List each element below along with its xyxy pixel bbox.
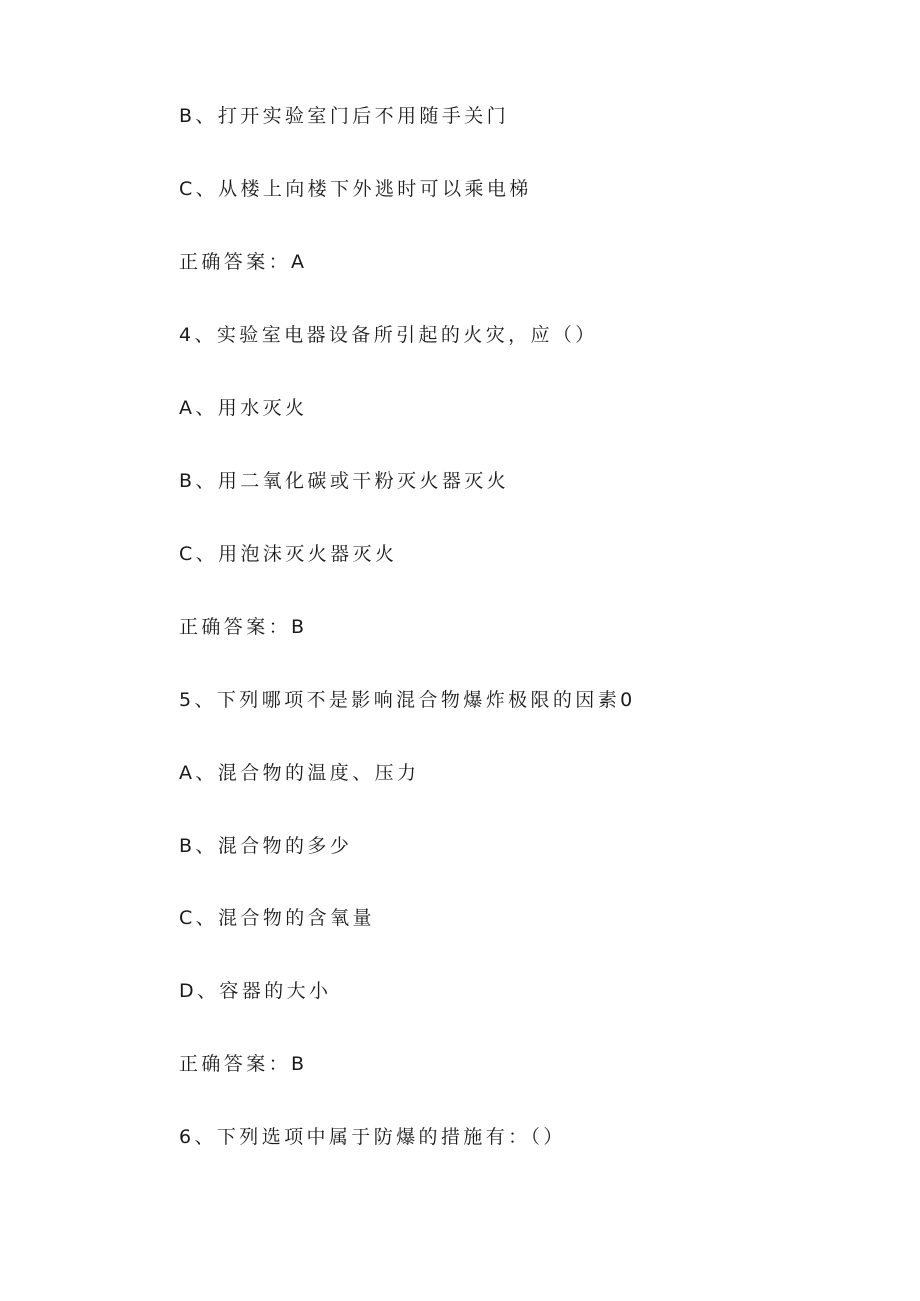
option-4b: B、用二氧化碳或干粉灭火器灭火	[179, 470, 510, 492]
option-3b: B、打开实验室门后不用随手关门	[179, 105, 510, 127]
question-6: 6、下列选项中属于防爆的措施有：（）	[179, 1126, 566, 1148]
answer-4: 正确答案：B	[179, 616, 308, 638]
option-3c: C、从楼上向楼下外逃时可以乘电梯	[179, 178, 532, 200]
option-5b: B、混合物的多少	[179, 835, 353, 857]
answer-5: 正确答案：B	[179, 1053, 308, 1075]
question-5: 5、下列哪项不是影响混合物爆炸极限的因素0	[179, 689, 636, 711]
question-4: 4、实验室电器设备所引起的火灾，应（）	[179, 324, 598, 346]
option-5a: A、混合物的温度、压力	[179, 762, 420, 784]
option-4c: C、用泡沫灭火器灭火	[179, 543, 398, 565]
option-5d: D、容器的大小	[179, 980, 332, 1002]
answer-3: 正确答案：A	[179, 251, 308, 273]
option-5c: C、混合物的含氧量	[179, 907, 375, 929]
option-4a: A、用水灭火	[179, 397, 308, 419]
